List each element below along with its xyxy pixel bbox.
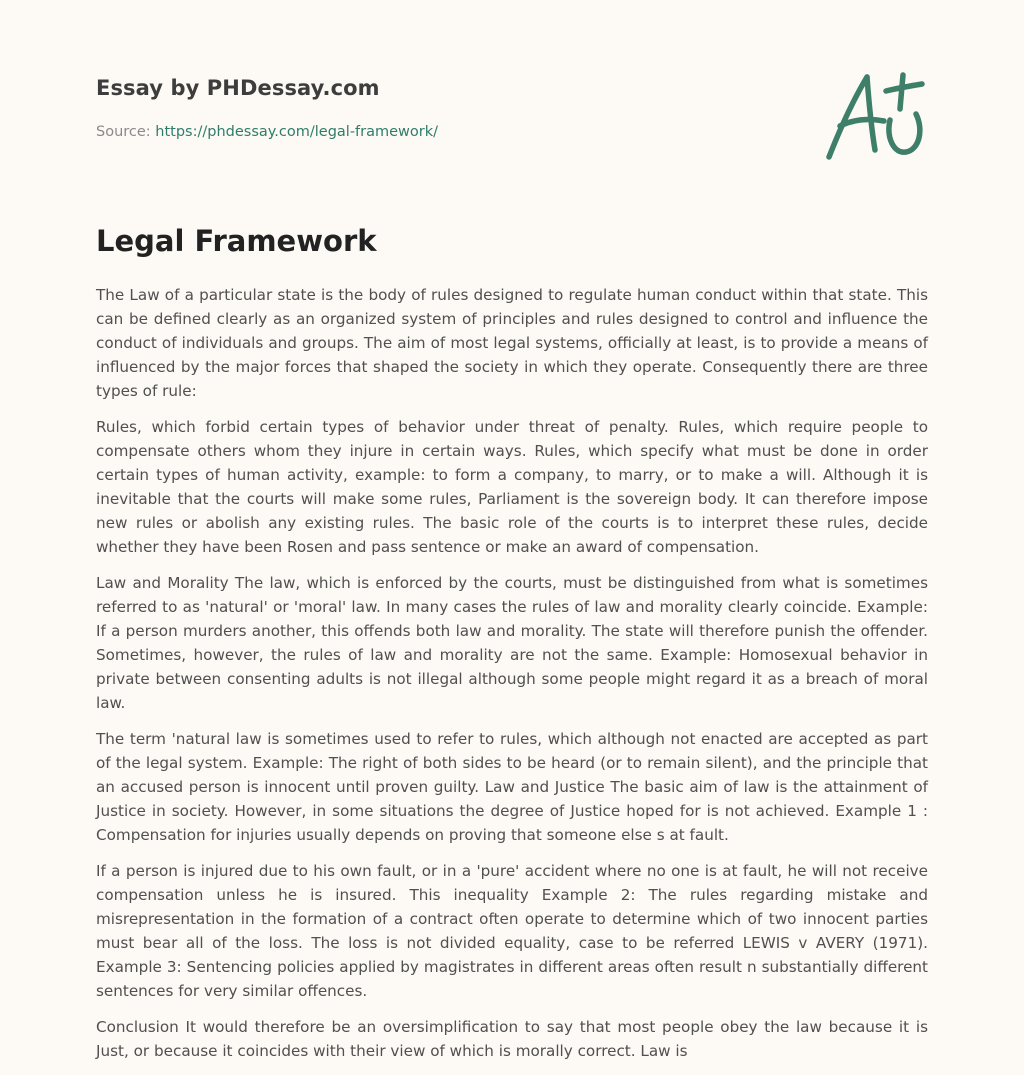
- essay-paragraph: Conclusion It would therefore be an oversimplification to say that most people obey the law because it is Just, or because it coincides with their view of which is morally correct. Law is: [96, 1018, 928, 1060]
- a-plus-logo-icon: [818, 64, 936, 168]
- essay-paragraph: Law and Morality The law, which is enforced by the courts, must be distinguished from what is sometimes referred to as 'natural' or 'moral' law. In many cases the rules of law and morality clearly coincide. Example: If a person murders another, this offends both law and morality. The state will therefore punish the offender. Sometimes, however, the rules of law and morality are not the same. Example: Homosexual behavior in private between consenting adults is not illegal although some people might regard it as a breach of moral law.: [96, 574, 928, 712]
- essay-paragraph: The term 'natural law is sometimes used to refer to rules, which although not enacted are accepted as part of the legal system. Example: The right of both sides to be heard (or to remain silent), and the principle that an accused person is innocent until proven guilty. Law and Justice The basic aim of law is the attainment of Justice in society. However, in some situations the degree of Justice hoped for is not achieved. Example 1 : Compensation for injuries usually depends on proving that someone else s at fault.: [96, 730, 928, 844]
- essay-paragraph: The Law of a particular state is the body of rules designed to regulate human conduct within that state. This can be defined clearly as an organized system of principles and rules designed to control and influence the conduct of individuals and groups. The aim of most legal systems, officially at least, is to provide a means of influenced by the major forces that shaped the society in which they operate. Consequently there are three types of rule:: [96, 286, 928, 400]
- essay-title: Legal Framework: [96, 224, 377, 258]
- essay-paragraph: If a person is injured due to his own fault, or in a 'pure' accident where no one is at fault, he will not receive compensation unless he is insured. This inequality Example 2: The rules regarding mistake and misrepresentation in the formation of a contract often operate to determine which of two innocent parties must bear all of the loss. The loss is not divided equality, case to be referred LEWIS v AVERY (1971). Example 3: Sentencing policies applied by magistrates in different areas often result n substantially different sentences for very similar offences.: [96, 862, 928, 1000]
- source-link[interactable]: https://phdessay.com/legal-framework/: [155, 124, 439, 140]
- source-label: Source:: [96, 124, 156, 140]
- essay-body: [96, 283, 928, 1075]
- source-line: [96, 124, 438, 140]
- essay-paragraph: Rules, which forbid certain types of behavior under threat of penalty. Rules, which require people to compensate others whom they injure in certain ways. Rules, which specify what must be done in order certain types of human activity, example: to form a company, to marry, or to make a will. Although it is inevitable that the courts will make some rules, Parliament is the sovereign body. It can therefore impose new rules or abolish any existing rules. The basic role of the courts is to interpret these rules, decide whether they have been Rosen and pass sentence or make an award of compensation.: [96, 418, 928, 556]
- site-title: Essay by PHDessay.com: [96, 76, 380, 100]
